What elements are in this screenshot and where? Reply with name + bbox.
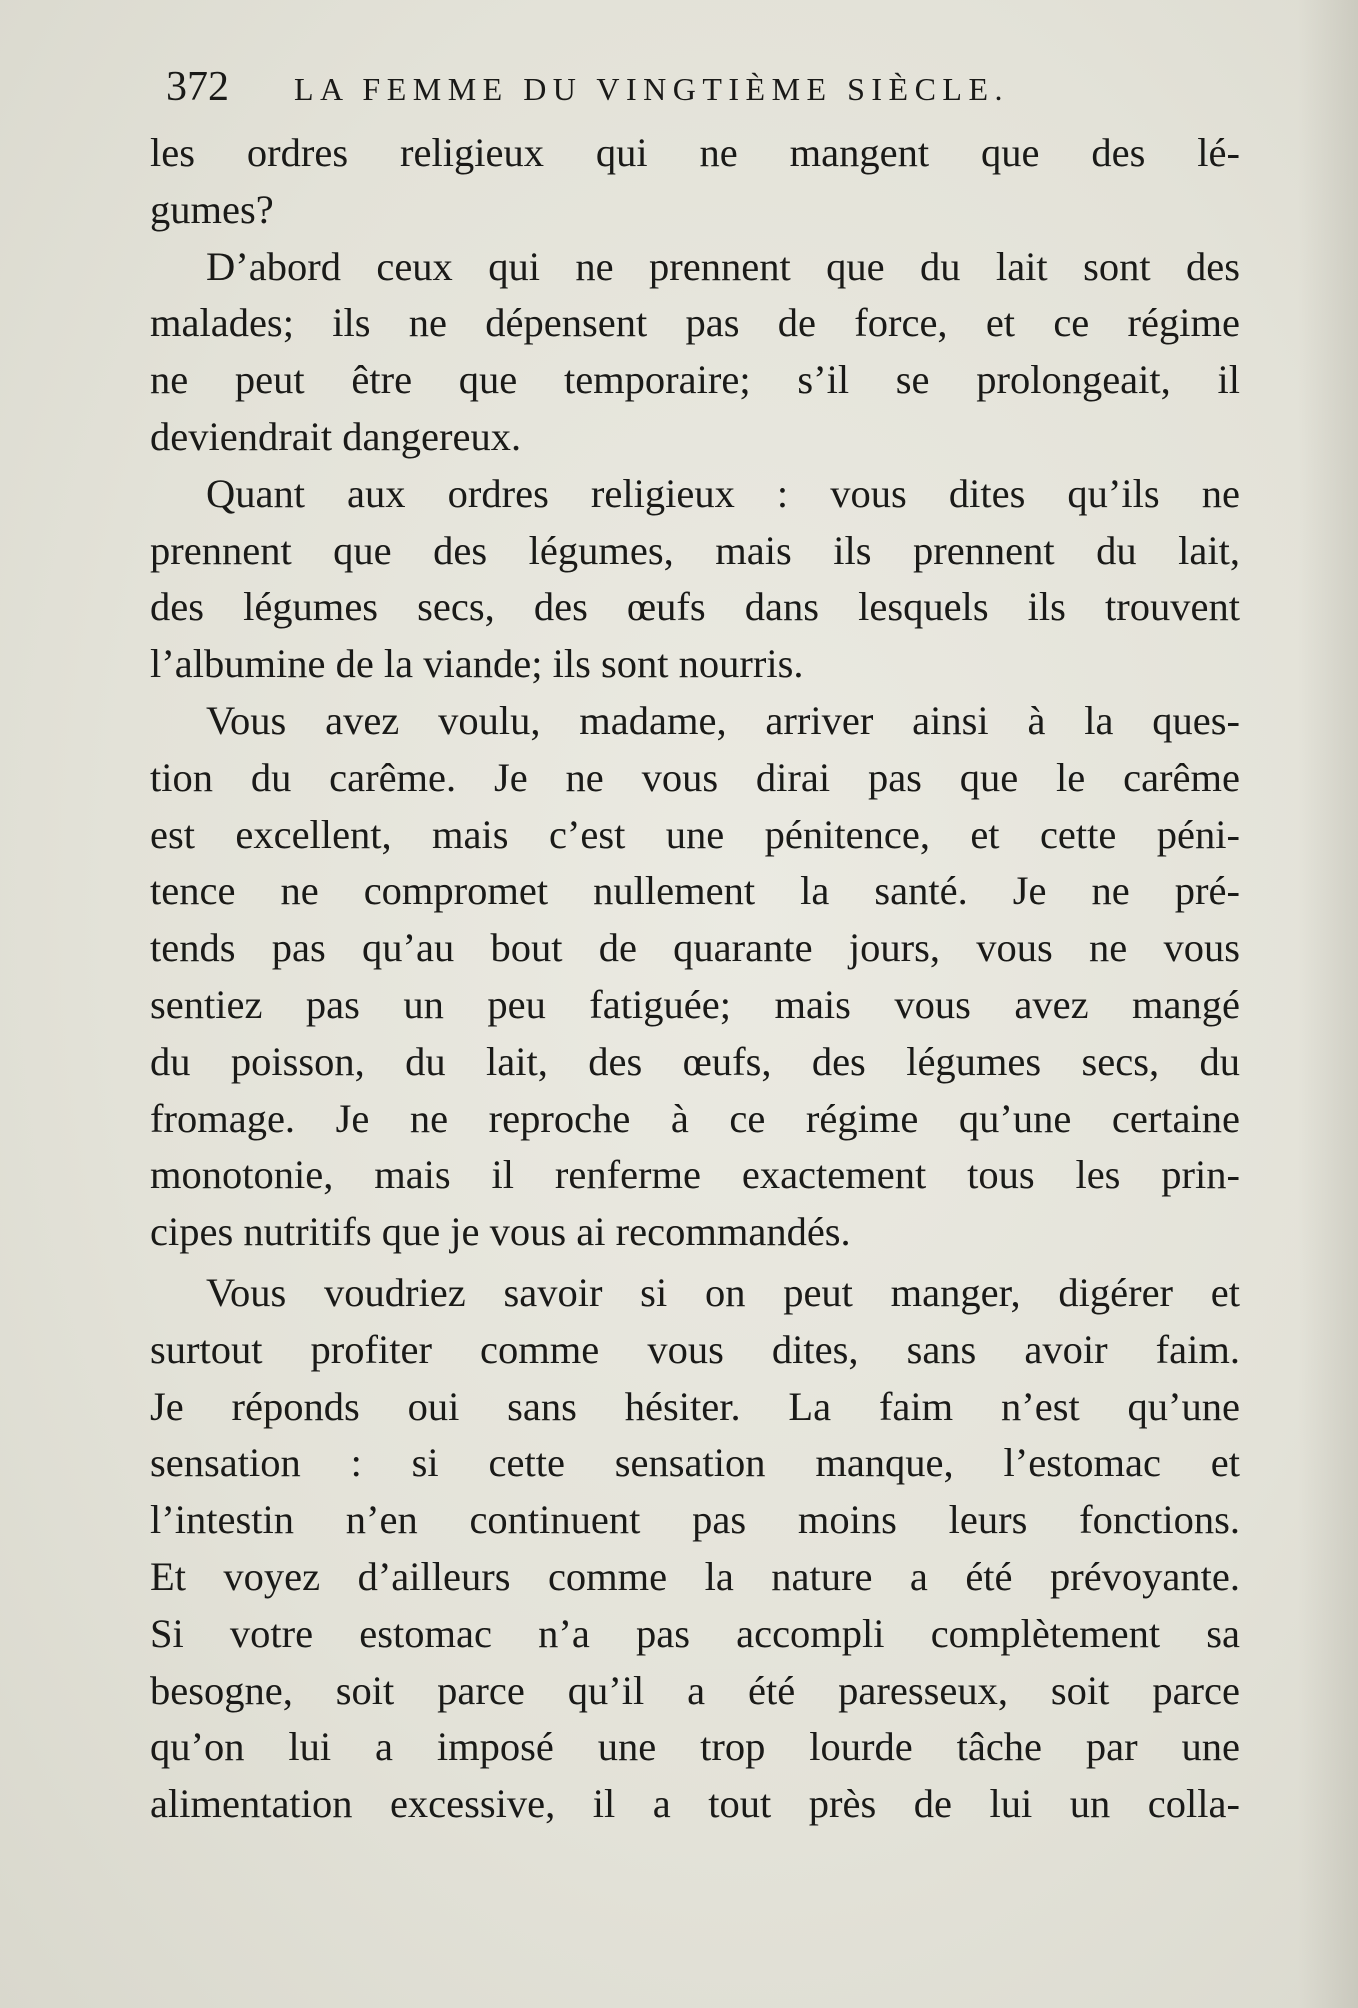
text-line: monotonie, mais il renferme exactement tous les prin- [150, 1152, 1240, 1198]
text-line: gumes? [150, 186, 274, 232]
page-edge-shadow [1298, 0, 1358, 2008]
paragraph [150, 466, 1240, 693]
text-line: est excellent, mais c’est une pénitence, et cette péni- [150, 811, 1240, 857]
text-line: tion du carême. Je ne vous dirai pas que le carême [150, 754, 1240, 800]
text-line: tence ne compromet nullement la santé. Je ne pré- [150, 868, 1240, 914]
text-line: D’abord ceux qui ne prennent que du lait sont des [206, 243, 1240, 289]
text-line: sensation : si cette sensation manque, l’estomac et [150, 1440, 1240, 1486]
text-line: sentiez pas un peu fatiguée; mais vous avez mangé [150, 981, 1240, 1027]
paragraph [150, 239, 1240, 466]
text-line: fromage. Je ne reproche à ce régime qu’une certaine [150, 1095, 1240, 1141]
text-line: Si votre estomac n’a pas accompli complètement sa [150, 1610, 1240, 1656]
text-line: l’intestin n’en continuent pas moins leurs fonctions. [150, 1497, 1240, 1543]
text-line: Je réponds oui sans hésiter. La faim n’est qu’une [150, 1383, 1240, 1429]
paragraph [150, 125, 1240, 239]
text-line: qu’on lui a imposé une trop lourde tâche par une [150, 1724, 1240, 1770]
text-line: alimentation excessive, il a tout près de lui un colla- [150, 1781, 1240, 1827]
text-line: prennent que des légumes, mais ils prennent du lait, [150, 527, 1240, 573]
paragraph [150, 1265, 1240, 1833]
text-line: deviendrait dangereux. [150, 413, 522, 459]
text-line: les ordres religieux qui ne mangent que des lé- [150, 130, 1240, 175]
page-text [150, 55, 1240, 1833]
text-line: malades; ils ne dépensent pas de force, et ce régime [150, 300, 1240, 346]
running-head-title: LA FEMME DU VINGTIÈME SIÈCLE. [294, 71, 1009, 107]
text-line: des légumes secs, des œufs dans lesquels ils trouvent [150, 584, 1240, 630]
text-line: Vous avez voulu, madame, arriver ainsi à la ques- [206, 697, 1240, 743]
text-line: Et voyez d’ailleurs comme la nature a été prévoyante. [150, 1553, 1240, 1599]
text-line: besogne, soit parce qu’il a été paresseux, soit parce [150, 1667, 1240, 1713]
text-line: ne peut être que temporaire; s’il se prolongeait, il [150, 357, 1240, 403]
text-line: tends pas qu’au bout de quarante jours, vous ne vous [150, 925, 1240, 971]
text-line: cipes nutritifs que je vous ai recommandés. [150, 1209, 851, 1255]
page-number: 372 [166, 64, 229, 110]
text-line: surtout profiter comme vous dites, sans avoir faim. [150, 1326, 1240, 1372]
paragraph [150, 693, 1240, 1261]
text-line: l’albumine de la viande; ils sont nourris. [150, 641, 804, 687]
text-line: Vous voudriez savoir si on peut manger, digérer et [206, 1269, 1240, 1315]
running-head [150, 55, 1240, 125]
text-line: du poisson, du lait, des œufs, des légumes secs, du [150, 1038, 1240, 1084]
text-line: Quant aux ordres religieux : vous dites qu’ils ne [206, 470, 1240, 516]
